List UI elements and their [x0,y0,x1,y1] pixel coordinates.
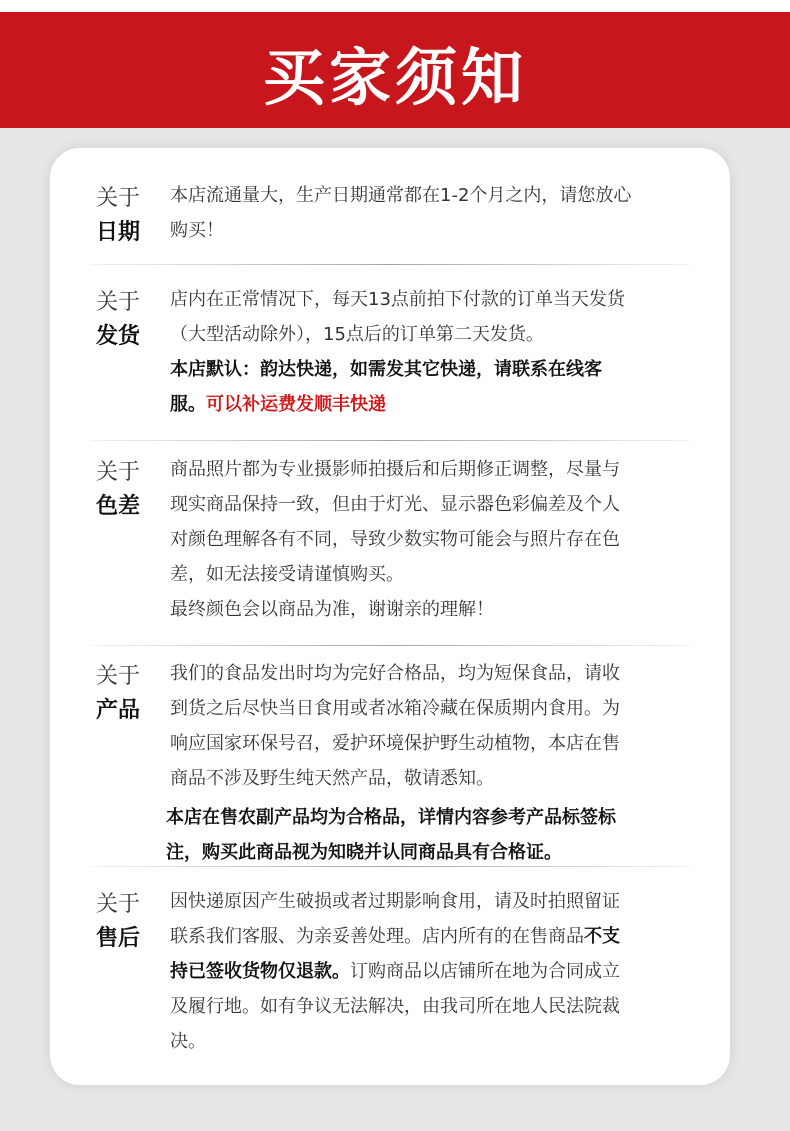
divider [90,645,690,646]
label-bottom: 日期 [96,220,141,245]
text-line: 店内在正常情况下，每天13点前拍下付款的订单当天发货 [170,289,625,310]
text-line: 到货之后尽快当日食用或者冰箱冷藏在保质期内食用。为 [170,698,620,719]
bold-text-line: 注，购买此商品视为知晓并认同商品具有合格证。 [166,842,562,863]
label-bottom: 发货 [96,324,141,349]
text-line: 因快递原因产生破损或者过期影响食用，请及时拍照留证 [170,891,620,912]
text-line: 我们的食品发出时均为完好合格品，均为短保食品，请收 [170,663,620,684]
divider [90,264,690,265]
text-line: 购买！ [170,220,224,241]
section-content [170,282,705,422]
section-label [96,456,152,524]
bold-text-line: 本店默认：韵达快递，如需发其它快递，请联系在线客 [170,359,602,380]
section-content [170,884,705,1059]
bold-notice [166,800,726,870]
label-bottom: 色差 [96,494,141,519]
label-bottom: 产品 [96,698,141,723]
section-content [170,656,705,796]
page-title: 买家须知 [262,40,527,114]
top-strip [0,0,790,12]
divider [90,866,690,867]
text-line: 差，如无法接受请谨慎购买。 [170,564,404,585]
text-segment: 订购商品以店铺所在地为合同成立 [350,961,620,982]
label-top: 关于 [96,290,141,315]
text-line: 商品照片都为专业摄影师拍摄后和后期修正调整，尽量与 [170,459,620,480]
section-content [170,452,705,627]
text-line: 最终颜色会以商品为准，谢谢亲的理解！ [170,599,494,620]
section-label [96,888,152,956]
bold-text: 服。 [170,394,206,415]
highlight-text: 可以补运费发顺丰快递 [206,394,386,415]
text-line: 响应国家环保号召，爱护环境保护野生动植物，本店在售 [170,733,620,754]
text-line: 商品不涉及野生纯天然产品，敬请悉知。 [170,768,494,789]
text-line: 及履行地。如有争议无法解决，由我司所在地人民法院裁 [170,996,620,1017]
bold-text: 持已签收货物仅退款。 [170,961,350,982]
text-line: （大型活动除外），15点后的订单第二天发货。 [170,324,544,345]
label-top: 关于 [96,892,141,917]
label-top: 关于 [96,664,141,689]
label-top: 关于 [96,186,141,211]
section-label [96,660,152,728]
text-line: 本店流通量大，生产日期通常都在1-2个月之内，请您放心 [170,185,632,206]
bold-text-line: 本店在售农副产品均为合格品，详情内容参考产品标签标 [166,807,616,828]
text-line: 对颜色理解各有不同，导致少数实物可能会与照片存在色 [170,529,620,550]
header-banner [0,12,790,128]
divider [90,440,690,441]
section-label [96,182,152,250]
section-content [170,178,705,248]
text-line: 现实商品保持一致，但由于灯光、显示器色彩偏差及个人 [170,494,620,515]
text-segment: 联系我们客服、为亲妥善处理。店内所有的在售商品 [170,926,584,947]
notice-card [50,148,730,1085]
section-label [96,286,152,354]
text-line: 决。 [170,1031,206,1052]
label-bottom: 售后 [96,926,141,951]
label-top: 关于 [96,460,141,485]
bold-text: 不支 [584,926,620,947]
